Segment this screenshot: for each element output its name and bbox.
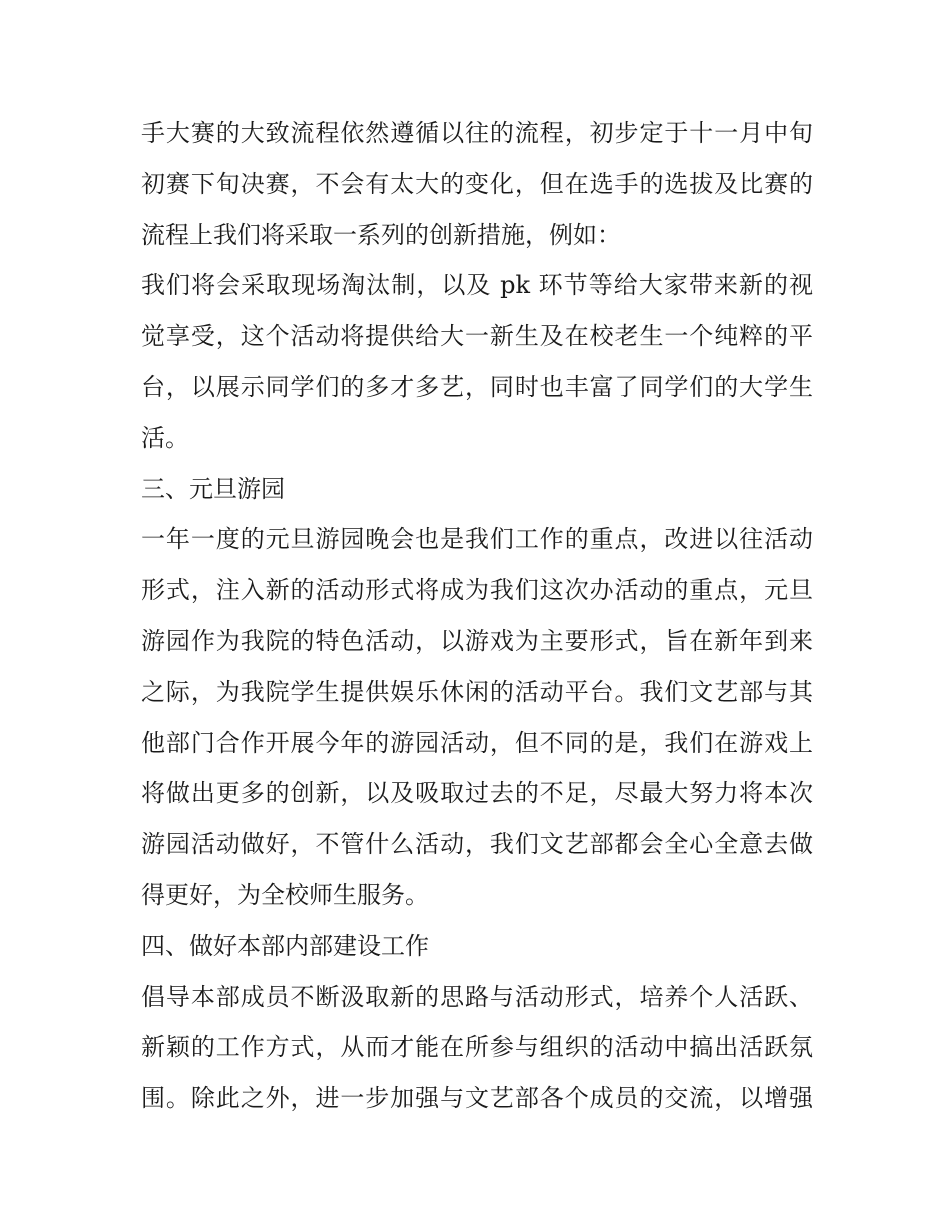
text-line: 台，以展示同学们的多才多艺，同时也丰富了同学们的大学生 [141, 372, 813, 401]
text-line: 三、元旦游园 [141, 474, 285, 503]
text-line: 一年一度的元旦游园晚会也是我们工作的重点，改进以往活动 [141, 525, 813, 554]
text-line: 四、做好本部内部建设工作 [141, 931, 429, 960]
document-body [141, 108, 813, 1124]
text-line: 他部门合作开展今年的游园活动，但不同的是，我们在游戏上 [141, 728, 813, 757]
text-line: 得更好，为全校师生服务。 [141, 880, 429, 909]
text-line: 初赛下旬决赛，不会有太大的变化，但在选手的选拔及比赛的 [141, 169, 813, 198]
text-line: 围。除此之外，进一步加强与文艺部各个成员的交流，以增强 [141, 1084, 813, 1113]
text-line: 活。 [141, 423, 189, 452]
text-line: 我们将会采取现场淘汰制，以及 pk 环节等给大家带来新的视 [141, 271, 813, 300]
text-line: 形式，注入新的活动形式将成为我们这次办活动的重点，元旦 [141, 576, 813, 605]
text-line: 新颖的工作方式，从而才能在所参与组织的活动中搞出活跃氛 [141, 1033, 813, 1062]
text-line: 手大赛的大致流程依然遵循以往的流程，初步定于十一月中旬 [141, 119, 813, 147]
text-line: 游园作为我院的特色活动，以游戏为主要形式，旨在新年到来 [141, 626, 813, 655]
text-line: 流程上我们将采取一系列的创新措施，例如： [141, 220, 621, 249]
text-line: 之际，为我院学生提供娱乐休闲的活动平台。我们文艺部与其 [141, 677, 813, 706]
text-line: 将做出更多的创新，以及吸取过去的不足，尽最大努力将本次 [141, 779, 813, 808]
text-line: 游园活动做好，不管什么活动，我们文艺部都会全心全意去做 [141, 830, 813, 859]
text-line: 倡导本部成员不断汲取新的思路与活动形式，培养个人活跃、 [141, 982, 813, 1011]
text-line: 觉享受，这个活动将提供给大一新生及在校老生一个纯粹的平 [141, 322, 813, 351]
